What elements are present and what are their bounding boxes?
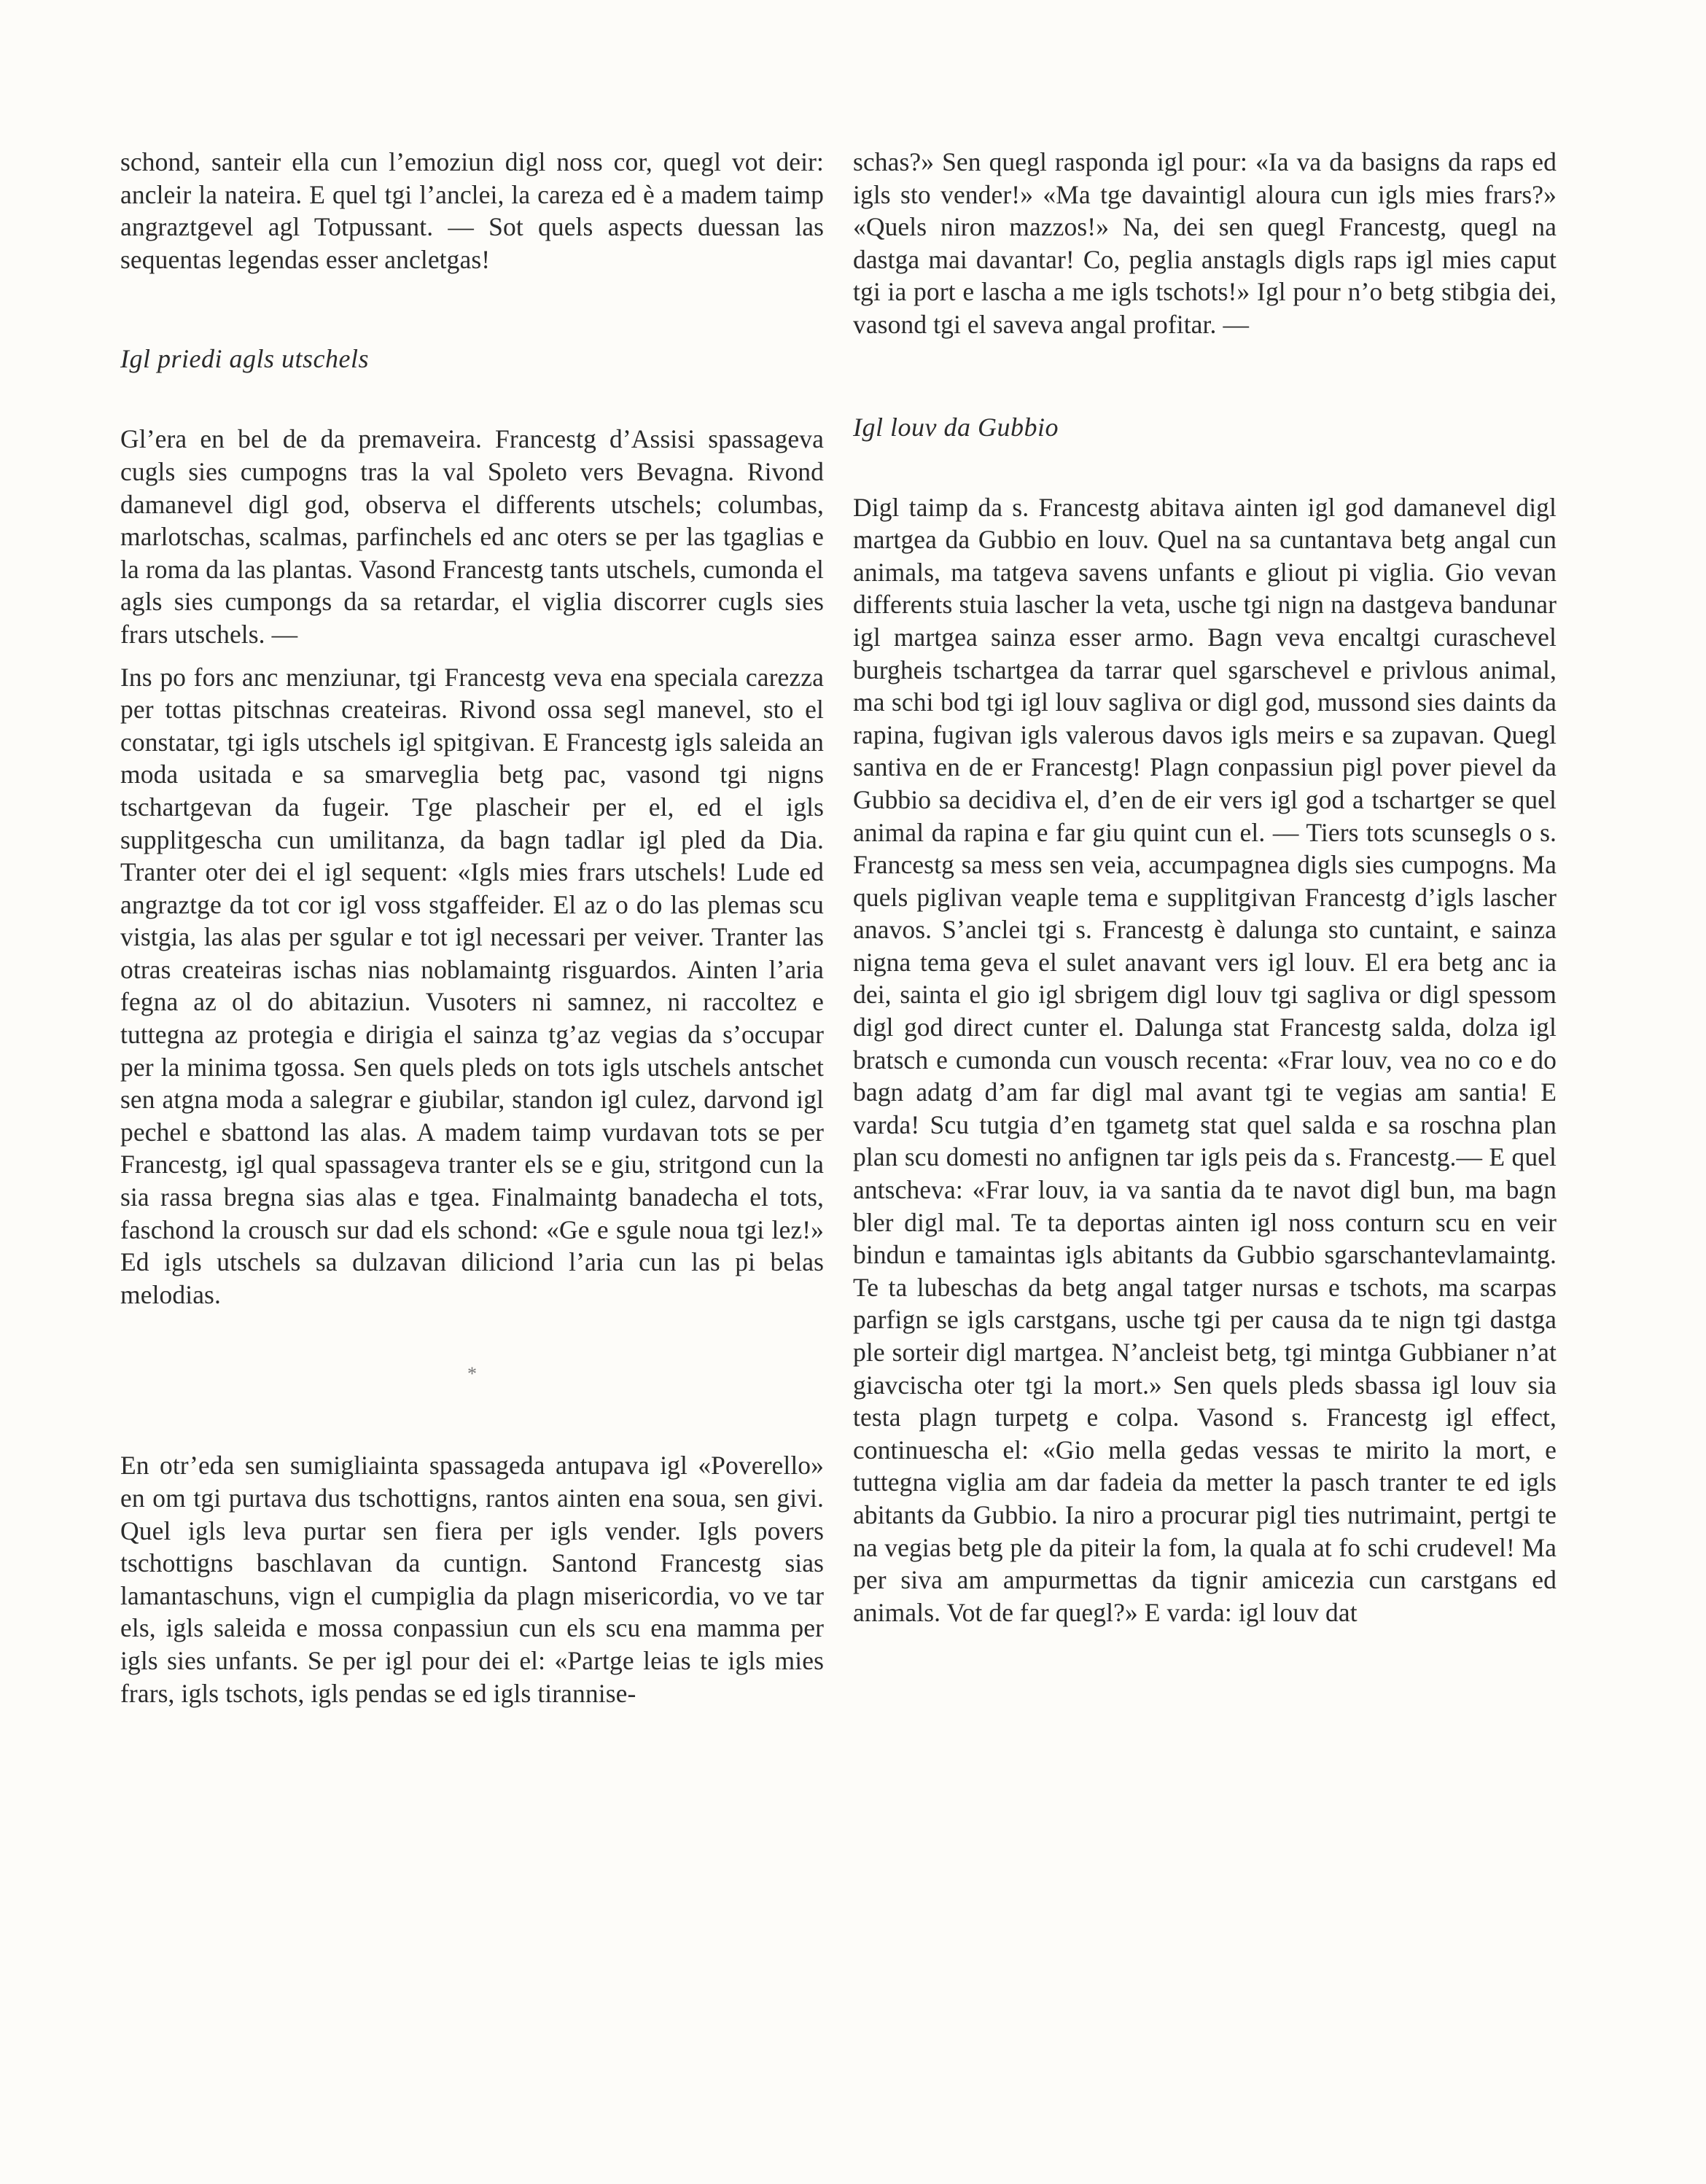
poverello-paragraph: En otr’eda sen sumigliainta spassageda antupava igl «Poverello» en om tgi purtava dus tschottigns, rantos ainten ena soua, sen givi. Quel igls leva purtar sen fiera per igls vender. Igls povers tschottigns baschlavan da cuntign. Santond Francestg sias lamantaschuns, vign el cumpiglia da plagn misericordia, vo ve tar els, igls saleida e mossa conpassiun cun els scu ena mamma per igls sies unfants. Se per igl pour dei el: «Partge leias te igls mies frars, igls tschots, igls pendas se ed igls tirannise-	[120, 1451, 824, 1708]
right-column	[853, 146, 1557, 1629]
section-separator: *	[467, 1363, 477, 1385]
birds-paragraph-1: Gl’era en bel de da premaveira. Francestg d’Assisi spassageva cugls sies cumpogns tras la val Spoleto vers Bevagna. Rivond damanevel digl god, observa el differents utschels; columbas, marlotschas, scalmas, parfinchels ed anc oters se per las tgaglias e la roma da las plantas. Vasond Francestg tants utschels, cumonda el agls sies cumpongs da sa retardar, el viglia discorrer cugls sies frars utschels. —	[120, 424, 824, 649]
birds-paragraph-2: Ins po fors anc menziunar, tgi Francestg veva ena speciala carezza per tottas pitschnas createiras. Rivond ossa segl manevel, sto el constatar, tgi igls utschels igl spitgivan. E Francestg igls saleida an moda usitada e sa smarveglia betg pac, vasond tgi nigns tschartgevan da fugeir. Tge plascheir per el, ed el igls supplitgescha cun umilitanza, da bagn tadlar igl pled da Dia. Tranter oter dei el igl sequent: «Igls mies frars utschels! Lude ed angraztge da tot cor igl voss stgaffeider. El az o do las plemas scu vistgia, las alas per sgular e tot igl necessari per veiver. Tranter las otras createiras ischas nias noblamaintg risguardos. Ainten l’aria fegna az ol do abitaziun. Vusoters ni samnez, ni raccoltez e tuttegna az protegia e dirigia el sainza tg’az vegias da s’occupar per la minima tgossa. Sen quels pleds on tots igls utschels antschet sen atgna moda a salegrar e giubilar, standon igl culez, darvond igl pechel e sbattond las alas. A madem taimp vurdavan tots se per Francestg, igl qual spassageva tranter els se e giu, stritgond cun la sia rassa bregna sias alas e tgea. Finalmaintg banadecha el tots, faschond la crousch sur dad els schond: «Ge e sgule noua tgi lez!» Ed igls utschels sa dulzavan diliciond l’aria cun las pi belas melodias.	[120, 662, 824, 1309]
continuation-paragraph: schas?» Sen quegl rasponda igl pour: «Ia va da basigns da raps ed igls sto vender!» «Ma tge davaintigl aloura cun igls mies frars?» «Quels niron mazzos!» Na, dei sen quegl Francestg, quegl na dastga mai davantar! Co, peglia anstagls digls raps igl mies caput tgi ia port e lascha a me igls tschots!» Igl pour n’o betg stibgia dei, vasond tgi el saveva angal profitar. —	[853, 147, 1557, 339]
intro-paragraph: schond, santeir ella cun l’emoziun digl noss cor, quegl vot deir: ancleir la nateira. E quel tgi l’anclei, la careza ed è a madem taimp angraztgevel agl Totpussant. — Sot quels aspects duessan las sequentas legendas esser ancletgas!	[120, 147, 824, 274]
section-heading-wolf: Igl louv da Gubbio	[853, 412, 1059, 442]
left-column	[120, 146, 824, 1709]
section-heading-birds: Igl priedi agls utschels	[120, 344, 369, 374]
wolf-paragraph: Digl taimp da s. Francestg abitava ainten igl god damanevel digl martgea da Gubbio en louv. Quel na sa cuntantava betg angal cun animals, ma tatgeva savens unfants e gliout pi viglia. Gio vevan differents stuia lascher la veta, usche tgi nign na dastgeva bandunar igl martgea sainza esser armo. Bagn veva encaltgi curaschevel burgheis tschartgea da tarrar quel sgarschevel e privlous animal, ma schi bod tgi igl louv sagliva or digl god, mussond sies daints da rapina, fugivan igls valerous davos igls meirs e sa zupavan. Quegl santiva en de er Francestg! Plagn conpassiun pigl pover pievel da Gubbio sa decidiva el, d’en de eir vers igl god a tschartger se quel animal da rapina e far giu quint cun el. — Tiers tots scunsegls o s. Francestg sa mess sen veia, accumpagnea digls sies cumpogns. Ma quels piglivan veaple tema e supplitgivan Francestg d’igls lascher anavos. S’anclei tgi s. Francestg è dalunga sto cuntaint, e sainza nigna tema geva el sulet anavant vers igl louv. El era betg anc ia dei, sainta el gio igl sbrigem digl louv tgi sagliva or digl spessom digl god direct cunter el. Dalunga stat Francestg salda, dolza igl bratsch e cumonda cun vousch recenta: «Frar louv, vea no co e do bagn adatg d’am far digl mal avant tgi te vegias am santia! E varda! Scu tutgia d’en tgametg stat quel salda e sa roschna plan plan scu domesti no anfignen tar igls peis da s. Francestg.— E quel antscheva: «Frar louv, ia va santia da te navot digl bun, ma bagn bler digl mal. Te ta deportas ainten igl noss conturn scu en veir bindun e tamaintas igls abitants da Gubbio sgarschantevlamaintg. Te ta lubeschas da betg angal tatger nursas e tschots, ma scarpas parfign se igls carstgans, usche tgi per causa da te nign tgi dastga ple sorteir digl martgea. N’ancleist betg, tgi mintga Gubbianer n’at giavcischa oter tgi la mort.» Sen quels pleds sbassa igl louv sia testa plagn turpetg e colpa. Vasond s. Francestg igl effect, continuescha el: «Gio mella gedas vessas te mirito la mort, e tuttegna viglia am dar fadeia da metter la pasch tranter te ed igls abitants da Gubbio. Ia niro a procurar pigl ties nutrimaint, pertgi te na vegias betg ple da piteir la fom, la quala at fo schi crudevel! Ma per siva am ampurmettas da tignir amicezia cun carstgans ed animals. Vot de far quegl?» E varda: igl louv dat	[853, 492, 1557, 1627]
